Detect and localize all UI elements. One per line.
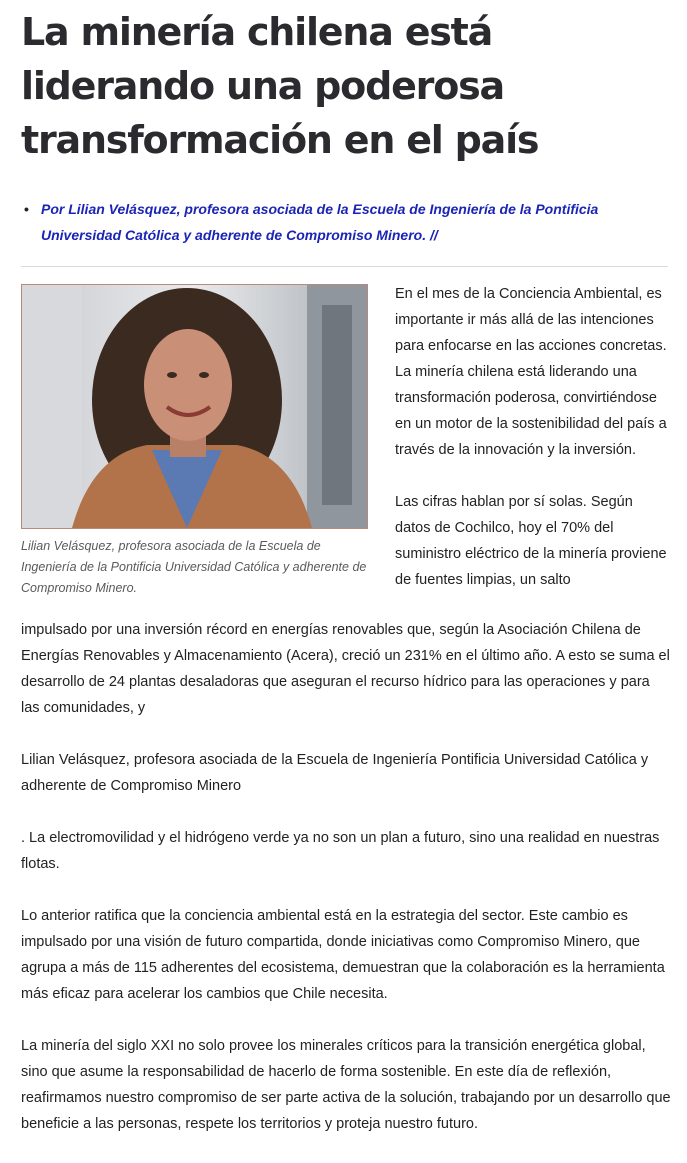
paragraph: Lilian Velásquez, profesora asociada de la Escuela de Ingeniería Pontificia Universidad Católica y adherente de Compromiso Minero [21,752,649,794]
image-caption: Lilian Velásquez, profesora asociada de la Escuela de Ingeniería de la Pontificia Universidad Católica y adherente de Compromiso Minero. [21,539,367,595]
paragraph: Lo anterior ratifica que la conciencia ambiental está en la estrategia del sector. Este cambio es impulsado por una visión de futuro compartida, donde iniciativas como Compromiso Minero, que agrupa a más de 115 adherentes del ecosistema, demuestran que la colaboración es la herramienta más eficaz para acelerar los cambios que Chile necesita. [21,908,665,1002]
byline-list [24,196,661,248]
author-photo[interactable] [21,284,368,529]
paragraph: impulsado por una inversión récord en energías renovables que, según la Asociación Chilena de Energías Renovables y Almacenamiento (Acera), creció un 231% en el último año. A esto se suma el desarrollo de 24 plantas desaladoras que aseguran el recurso hídrico para las operaciones y para las comunidades, y [21,622,670,716]
paragraph: La minería del siglo XXI no solo provee los minerales críticos para la transición energética global, sino que asume la responsabilidad de hacerlo de forma sostenible. En este día de reflexión, reafirmamos nuestro compromiso de ser parte activa de la solución, trabajando por un desarrollo que beneficie a las personas, respete los territorios y proteja nuestro futuro. [21,1038,671,1132]
byline-item[interactable] [24,196,661,248]
byline-text[interactable]: Por Lilian Velásquez, profesora asociada de la Escuela de Ingeniería de la Pontificia Universidad Católica y adherente de Compromiso Minero. // [41,201,599,243]
article-body [21,617,671,1163]
divider [21,266,668,267]
paragraph: . La electromovilidad y el hidrógeno verde ya no son un plan a futuro, sino una realidad en nuestras flotas. [21,830,660,872]
paragraph: Las cifras hablan por sí solas. Según datos de Cochilco, hoy el 70% del suministro eléctrico de la minería proviene de fuentes limpias, un salto [395,494,667,588]
article-figure [21,284,368,599]
bullet-icon: • [24,201,29,217]
article-title: La minería chilena está liderando una poderosa transformación en el país [21,10,539,162]
side-column-text [395,281,670,593]
paragraph: En el mes de la Conciencia Ambiental, es importante ir más allá de las intenciones para enfocarse en las acciones concretas. La minería chilena está liderando una transformación poderosa, convirtiéndose en un motor de la sostenibilidad del país a través de la innovación y la inversión. [395,286,667,458]
